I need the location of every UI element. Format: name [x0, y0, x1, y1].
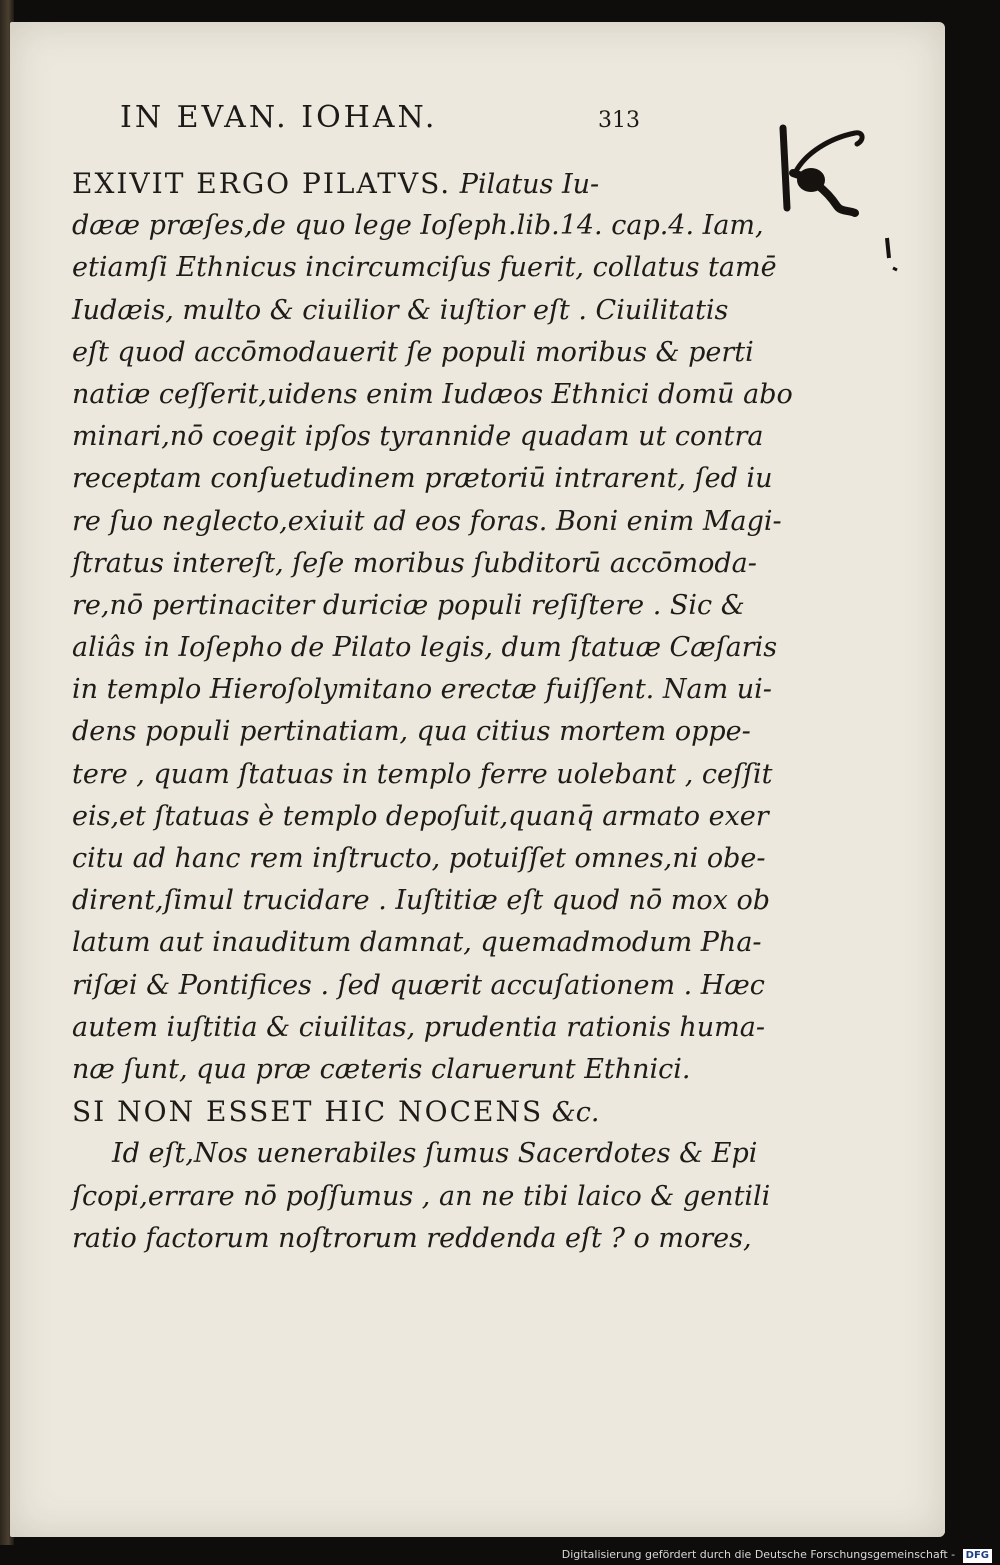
line-text: latum aut inauditum damnat, quemadmodum Pha- — [72, 927, 762, 959]
line-text: tere , quam ſtatuas in templo ferre uolebant , ceſſit — [72, 758, 773, 790]
dfg-logo: DFG — [963, 1549, 992, 1563]
running-head: IN EVAN. IOHAN. — [120, 100, 438, 135]
text-line — [72, 163, 702, 205]
text-line — [72, 416, 764, 458]
line-text: Iudæis, multo & ciuilior & iuſtior eſt . Ciuilitatis — [72, 294, 729, 326]
line-text: dirent,ſimul trucidare . Iuſtitiæ eſt quod nō mox ob — [72, 885, 770, 917]
page-number: 313 — [598, 108, 640, 133]
footer-credit — [562, 1548, 992, 1563]
footer-credit-text: Digitalisierung gefördert durch die Deutsche Forschungsgemeinschaft - — [561, 1548, 956, 1561]
text-line — [72, 796, 769, 838]
text-line — [72, 585, 745, 627]
line-text: Pilatus Iu- — [451, 169, 600, 200]
line-text: riſæi & Pontifices . ſed quærit accuſationem . Hæc — [72, 969, 765, 1001]
text-line — [72, 1007, 766, 1049]
line-text: minari,nō coegit ipſos tyrannide quadam ut contra — [72, 421, 764, 453]
text-line — [72, 1091, 702, 1133]
line-text: &c. — [543, 1097, 600, 1129]
line-text: aliâs in Ioſepho de Pilato legis, dum ſtatuæ Cæſaris — [72, 632, 778, 664]
text-line — [72, 669, 772, 711]
line-text: re,nō pertinaciter duriciæ populi reſiſtere . Sic & — [72, 589, 745, 621]
line-text: natiæ ceſſerit,uidens enim Iudæos Ethnici domū abo — [72, 378, 793, 410]
line-text: ſcopi,errare nō poſſumus , an ne tibi laico & gentili — [72, 1180, 771, 1212]
text-line — [72, 1218, 752, 1260]
text-line — [72, 838, 766, 880]
line-text: eis,et ſtatuas è templo depoſuit,quanq̄ armato exer — [72, 800, 769, 832]
text-line — [72, 332, 754, 374]
line-text: dens populi pertinatiam, qua citius mortem oppe- — [72, 716, 751, 748]
text-line — [72, 754, 773, 796]
line-text: eſt quod accōmodauerit ſe populi moribus & perti — [72, 336, 754, 368]
line-text: in templo Hieroſolymitano erectæ fuiſſent. Nam ui- — [72, 674, 772, 706]
line-text: ſtratus intereſt, ſeſe moribus ſubditorū accōmoda- — [72, 547, 757, 579]
text-line — [72, 1049, 702, 1091]
line-text: re ſuo neglecto,exiuit ad eos foras. Boni enim Magi- — [72, 505, 782, 537]
line-text: ratio factorum noſtrorum reddenda eſt ? o mores, — [72, 1222, 752, 1254]
ink-margin-mark-icon — [775, 118, 895, 298]
text-line — [72, 1176, 771, 1218]
text-line — [72, 922, 762, 964]
text-line — [72, 374, 793, 416]
line-text: autem iuſtitia & ciuilitas, prudentia rationis huma- — [72, 1011, 766, 1043]
text-line — [72, 205, 764, 247]
body-text — [72, 163, 793, 1260]
text-line — [72, 965, 765, 1007]
text-line — [72, 458, 773, 500]
line-text: receptam conſuetudinem prætoriū intrarent, ſed iu — [72, 463, 773, 495]
lemma-heading: SI NON ESSET HIC NOCENS — [72, 1095, 544, 1129]
text-line — [72, 501, 782, 543]
line-text: næ ſunt, qua præ cæteris claruerunt Ethnici. — [72, 1053, 691, 1085]
line-text: citu ad hanc rem inſtructo, potuiſſet omnes,ni obe- — [72, 843, 766, 874]
line-text: Id eſt,Nos uenerabiles ſumus Sacerdotes & Epi — [112, 1138, 758, 1170]
text-line — [72, 627, 778, 669]
text-line — [72, 543, 757, 585]
text-line — [72, 880, 770, 922]
text-line — [72, 711, 751, 753]
text-line — [72, 290, 729, 332]
text-line — [72, 247, 777, 289]
line-text: etiamſi Ethnicus incircumciſus fuerit, collatus tamē — [72, 252, 777, 284]
line-text: dææ præſes,de quo lege Ioſeph.lib.14. cap.4. Iam, — [72, 210, 764, 242]
lemma-heading: EXIVIT ERGO PILATVS. — [72, 167, 452, 200]
text-line — [72, 1133, 758, 1175]
